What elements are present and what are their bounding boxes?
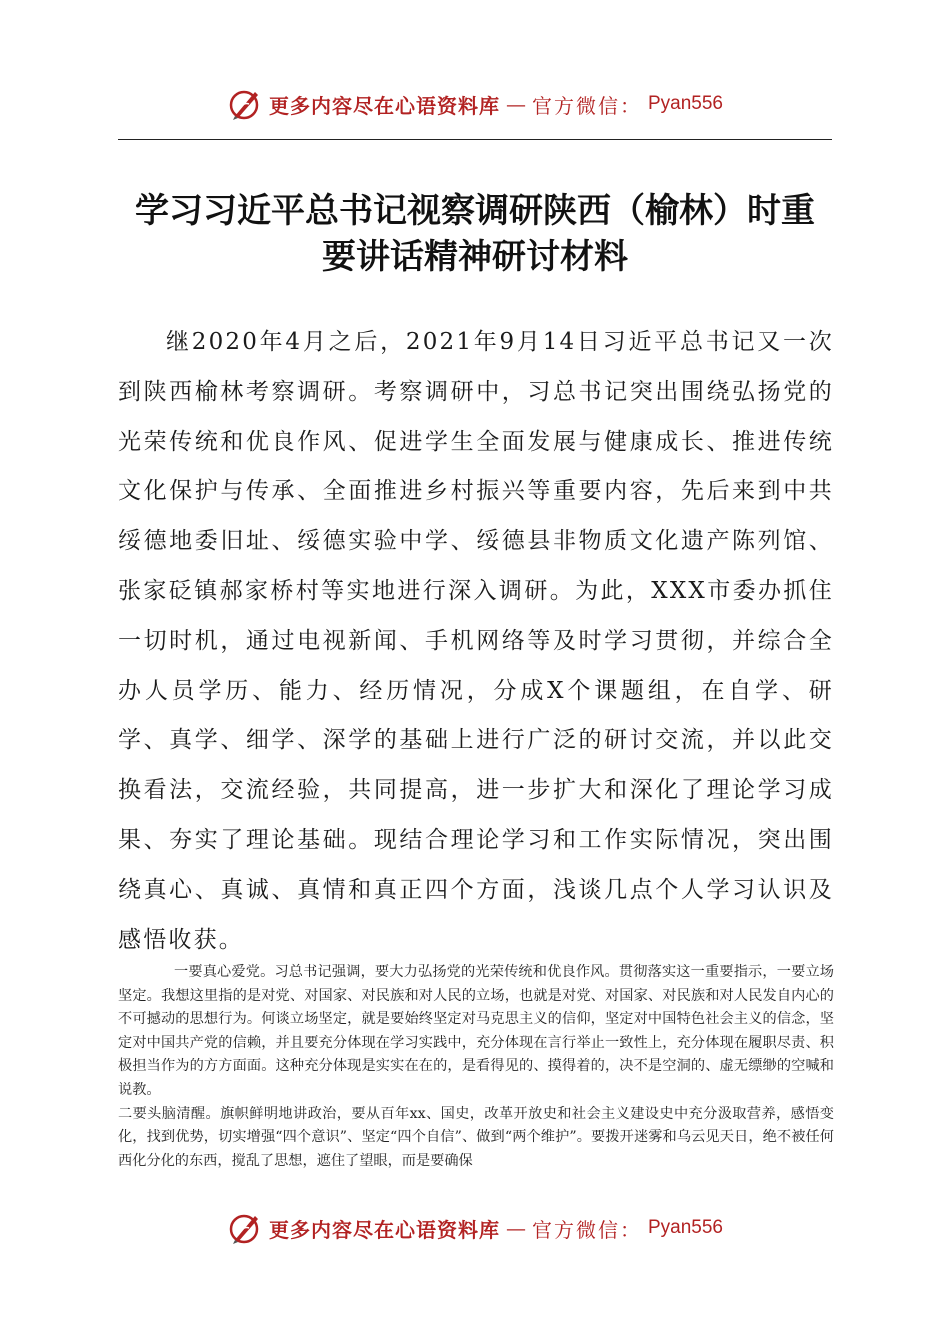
banner-wechat-label: 官方微信： bbox=[531, 1217, 642, 1242]
banner-wechat-id: Pyan556 bbox=[647, 1217, 723, 1238]
banner-separator: — bbox=[505, 92, 526, 116]
section-2-paragraph: 二要头脑清醒。旗帜鲜明地讲政治，要从百年xx、国史，改革开放史和社会主义建设史中充分汲取营养，感悟变化，找到优势，切实增强“四个意识”、坚定“四个自信”、做到“两个维护”。要拨开迷雾和乌云见天日，绝不被任何西化分化的东西，搅乱了思想，遮住了望眼，而是要确保 bbox=[118, 1105, 834, 1169]
banner-title: 更多内容尽在心语资料库 bbox=[268, 1217, 500, 1242]
intro-paragraph: 继2020年4月之后，2021年9月14日习近平总书记又一次到陕西榆林考察调研。考察调研中，习总书记突出围绕弘扬党的光荣传统和优良作风、促进学生全面发展与健康成长、推进传统文化保护与传承、全面推进乡村振兴等重要内容，先后来到中共绥德地委旧址、绥德实验中学、绥德县非物质文化遗产陈列馆、张家砭镇郝家桥村等实地进行深入调研。为此，XXX市委办抓住一切时机，通过电视新闻、手机网络等及时学习贯彻，并综合全办人员学历、能力、经历情况，分成X个课题组，在自学、研学、真学、细学、深学的基础上进行广泛的研讨交流，并以此交换看法，交流经验，共同提高，进一步扩大和深化了理论学习成果、夯实了理论基础。现结合理论学习和工作实际情况，突出围绕真心、真诚、真情和真正四个方面，浅谈几点个人学习认识及感悟收获。 bbox=[118, 329, 834, 953]
detail-sections bbox=[118, 961, 834, 1173]
header-banner bbox=[0, 84, 950, 124]
title-line-1: 学习习近平总书记视察调研陕西（榆林）时重 bbox=[135, 191, 815, 231]
section-1-paragraph bbox=[118, 961, 834, 1103]
footer-banner bbox=[0, 1208, 950, 1248]
document-title bbox=[118, 188, 832, 280]
banner-separator: — bbox=[505, 1216, 526, 1240]
section-1-text: 一要真心爱党。习总书记强调，要大力弘扬党的光荣传统和优良作风。贯彻落实这一重要指示，一要立场坚定。我想这里指的是对党、对国家、对民族和对人民的立场，也就是对党、对国家、对民族和对人民发自内心的不可撼动的思想行为。何谈立场坚定，就是要始终坚定对马克思主义的信仰，坚定对中国特色社会主义的信念，坚定对中国共产党的信赖，并且要充分体现在学习实践中，充分体现在言行举止一致性上，充分体现在履职尽责、积极担当作为的方方面面。这种充分体现是实实在在的，是看得见的、摸得着的，决不是空洞的、虚无缥缈的空喊和说教。 bbox=[118, 964, 834, 1098]
banner-wechat-label: 官方微信： bbox=[531, 93, 642, 118]
pen-logo-icon bbox=[227, 86, 263, 122]
banner-wechat-id: Pyan556 bbox=[647, 93, 723, 114]
pen-logo-icon bbox=[227, 1210, 263, 1246]
title-line-2: 要讲话精神研讨材料 bbox=[322, 237, 628, 277]
banner-title: 更多内容尽在心语资料库 bbox=[268, 93, 500, 118]
header-divider bbox=[118, 139, 832, 140]
